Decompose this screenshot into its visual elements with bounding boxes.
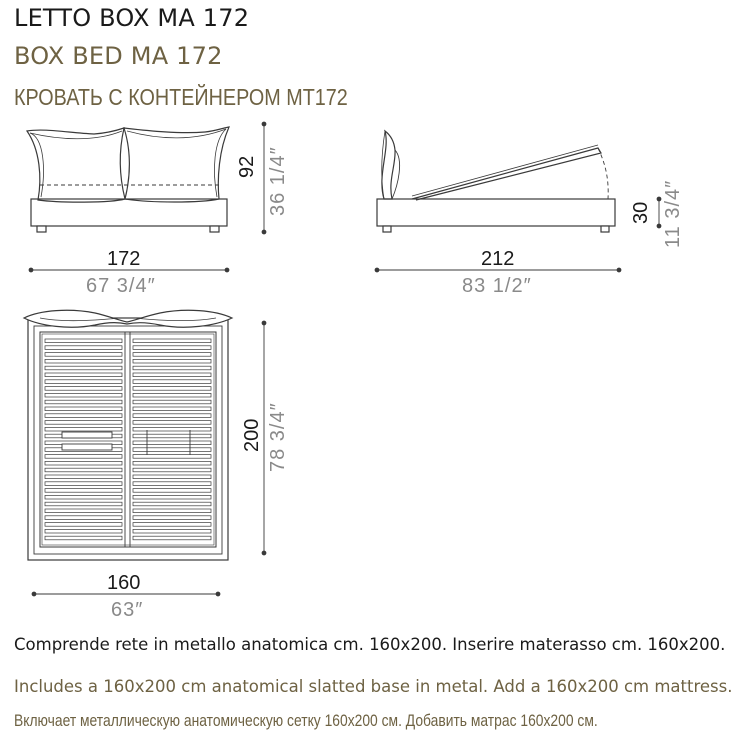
front-width-in: 67 3/4″ — [86, 275, 156, 297]
slat — [45, 502, 122, 506]
slat — [45, 529, 122, 533]
slat — [133, 475, 211, 479]
slat — [45, 536, 122, 540]
slat — [45, 407, 122, 411]
side-length-in: 83 1/2″ — [462, 275, 532, 297]
slat — [133, 529, 211, 533]
front-width-cm: 172 — [107, 248, 141, 270]
front-bed-base — [31, 199, 227, 226]
slat — [45, 387, 122, 391]
slat — [133, 421, 211, 425]
top-width-in: 63″ — [111, 599, 144, 621]
slat — [133, 427, 211, 431]
side-foot-left — [383, 226, 391, 232]
title-italian: LETTO BOX MA 172 — [14, 4, 250, 32]
slat — [133, 468, 211, 472]
slat — [45, 509, 122, 513]
side-length-cm: 212 — [481, 248, 515, 270]
slat — [45, 455, 122, 459]
slat — [45, 475, 122, 479]
slat — [133, 441, 211, 445]
top-outer-frame — [28, 318, 228, 560]
slat — [45, 393, 122, 397]
top-slats — [45, 339, 211, 540]
front-view-drawing — [27, 127, 229, 232]
top-adjuster-left — [62, 432, 112, 438]
note-english: Includes a 160x200 cm anatomical slatted base in metal. Add a 160x200 cm mattress. — [14, 677, 733, 696]
slat — [133, 516, 211, 520]
slat — [45, 468, 122, 472]
front-foot-left — [37, 226, 46, 232]
slat — [133, 366, 211, 370]
slat — [133, 495, 211, 499]
top-headboard-cushions — [24, 310, 232, 327]
slat — [45, 421, 122, 425]
slat — [133, 359, 211, 363]
slat — [133, 482, 211, 486]
slat — [45, 339, 122, 343]
front-height-in: 36 1/4″ — [267, 146, 289, 216]
slat — [133, 407, 211, 411]
side-lift-arc — [598, 148, 608, 199]
title-russian: КРОВАТЬ С КОНТЕЙНЕРОМ MT172 — [14, 84, 348, 110]
slat — [133, 455, 211, 459]
slat — [45, 427, 122, 431]
slat — [133, 489, 211, 493]
slat — [133, 536, 211, 540]
slat — [45, 489, 122, 493]
side-height-in: 11 3/4″ — [662, 179, 684, 248]
note-russian: Включает металлическую анатомическую сетку 160x200 см. Добавить матрас 160x200 см. — [14, 712, 598, 730]
slat — [133, 373, 211, 377]
slat — [133, 448, 211, 452]
side-dimensions — [375, 197, 661, 272]
top-width-cm: 160 — [107, 572, 141, 594]
slat — [133, 393, 211, 397]
slat — [45, 482, 122, 486]
slat — [45, 359, 122, 363]
slat — [45, 373, 122, 377]
front-foot-right — [210, 226, 219, 232]
slat — [133, 400, 211, 404]
slat — [133, 414, 211, 418]
slat — [133, 523, 211, 527]
slat — [45, 346, 122, 350]
slat — [133, 502, 211, 506]
slat — [45, 400, 122, 404]
slat — [133, 353, 211, 357]
slat — [133, 339, 211, 343]
slat — [45, 380, 122, 384]
top-view-drawing — [24, 310, 232, 560]
side-foot-right — [601, 226, 609, 232]
slat — [133, 509, 211, 513]
side-bed-base — [377, 199, 615, 226]
slat — [133, 346, 211, 350]
slat — [45, 516, 122, 520]
slat — [133, 387, 211, 391]
note-italian: Comprende rete in metallo anatomica cm. 160x200. Inserire materasso cm. 160x200. — [14, 635, 726, 654]
top-length-cm: 200 — [241, 418, 263, 452]
side-lifted-platform — [412, 148, 601, 200]
slat — [45, 414, 122, 418]
slat — [45, 353, 122, 357]
slat — [133, 434, 211, 438]
slat — [45, 495, 122, 499]
top-length-in: 78 3/4″ — [267, 402, 289, 472]
slat — [45, 461, 122, 465]
slat — [133, 461, 211, 465]
side-view-drawing — [377, 131, 615, 232]
slat — [45, 523, 122, 527]
title-english: BOX BED MA 172 — [14, 42, 223, 70]
slat — [45, 366, 122, 370]
slat — [133, 380, 211, 384]
front-dimensions — [29, 122, 266, 272]
side-height-cm: 30 — [630, 201, 652, 224]
front-height-cm: 92 — [236, 155, 258, 178]
